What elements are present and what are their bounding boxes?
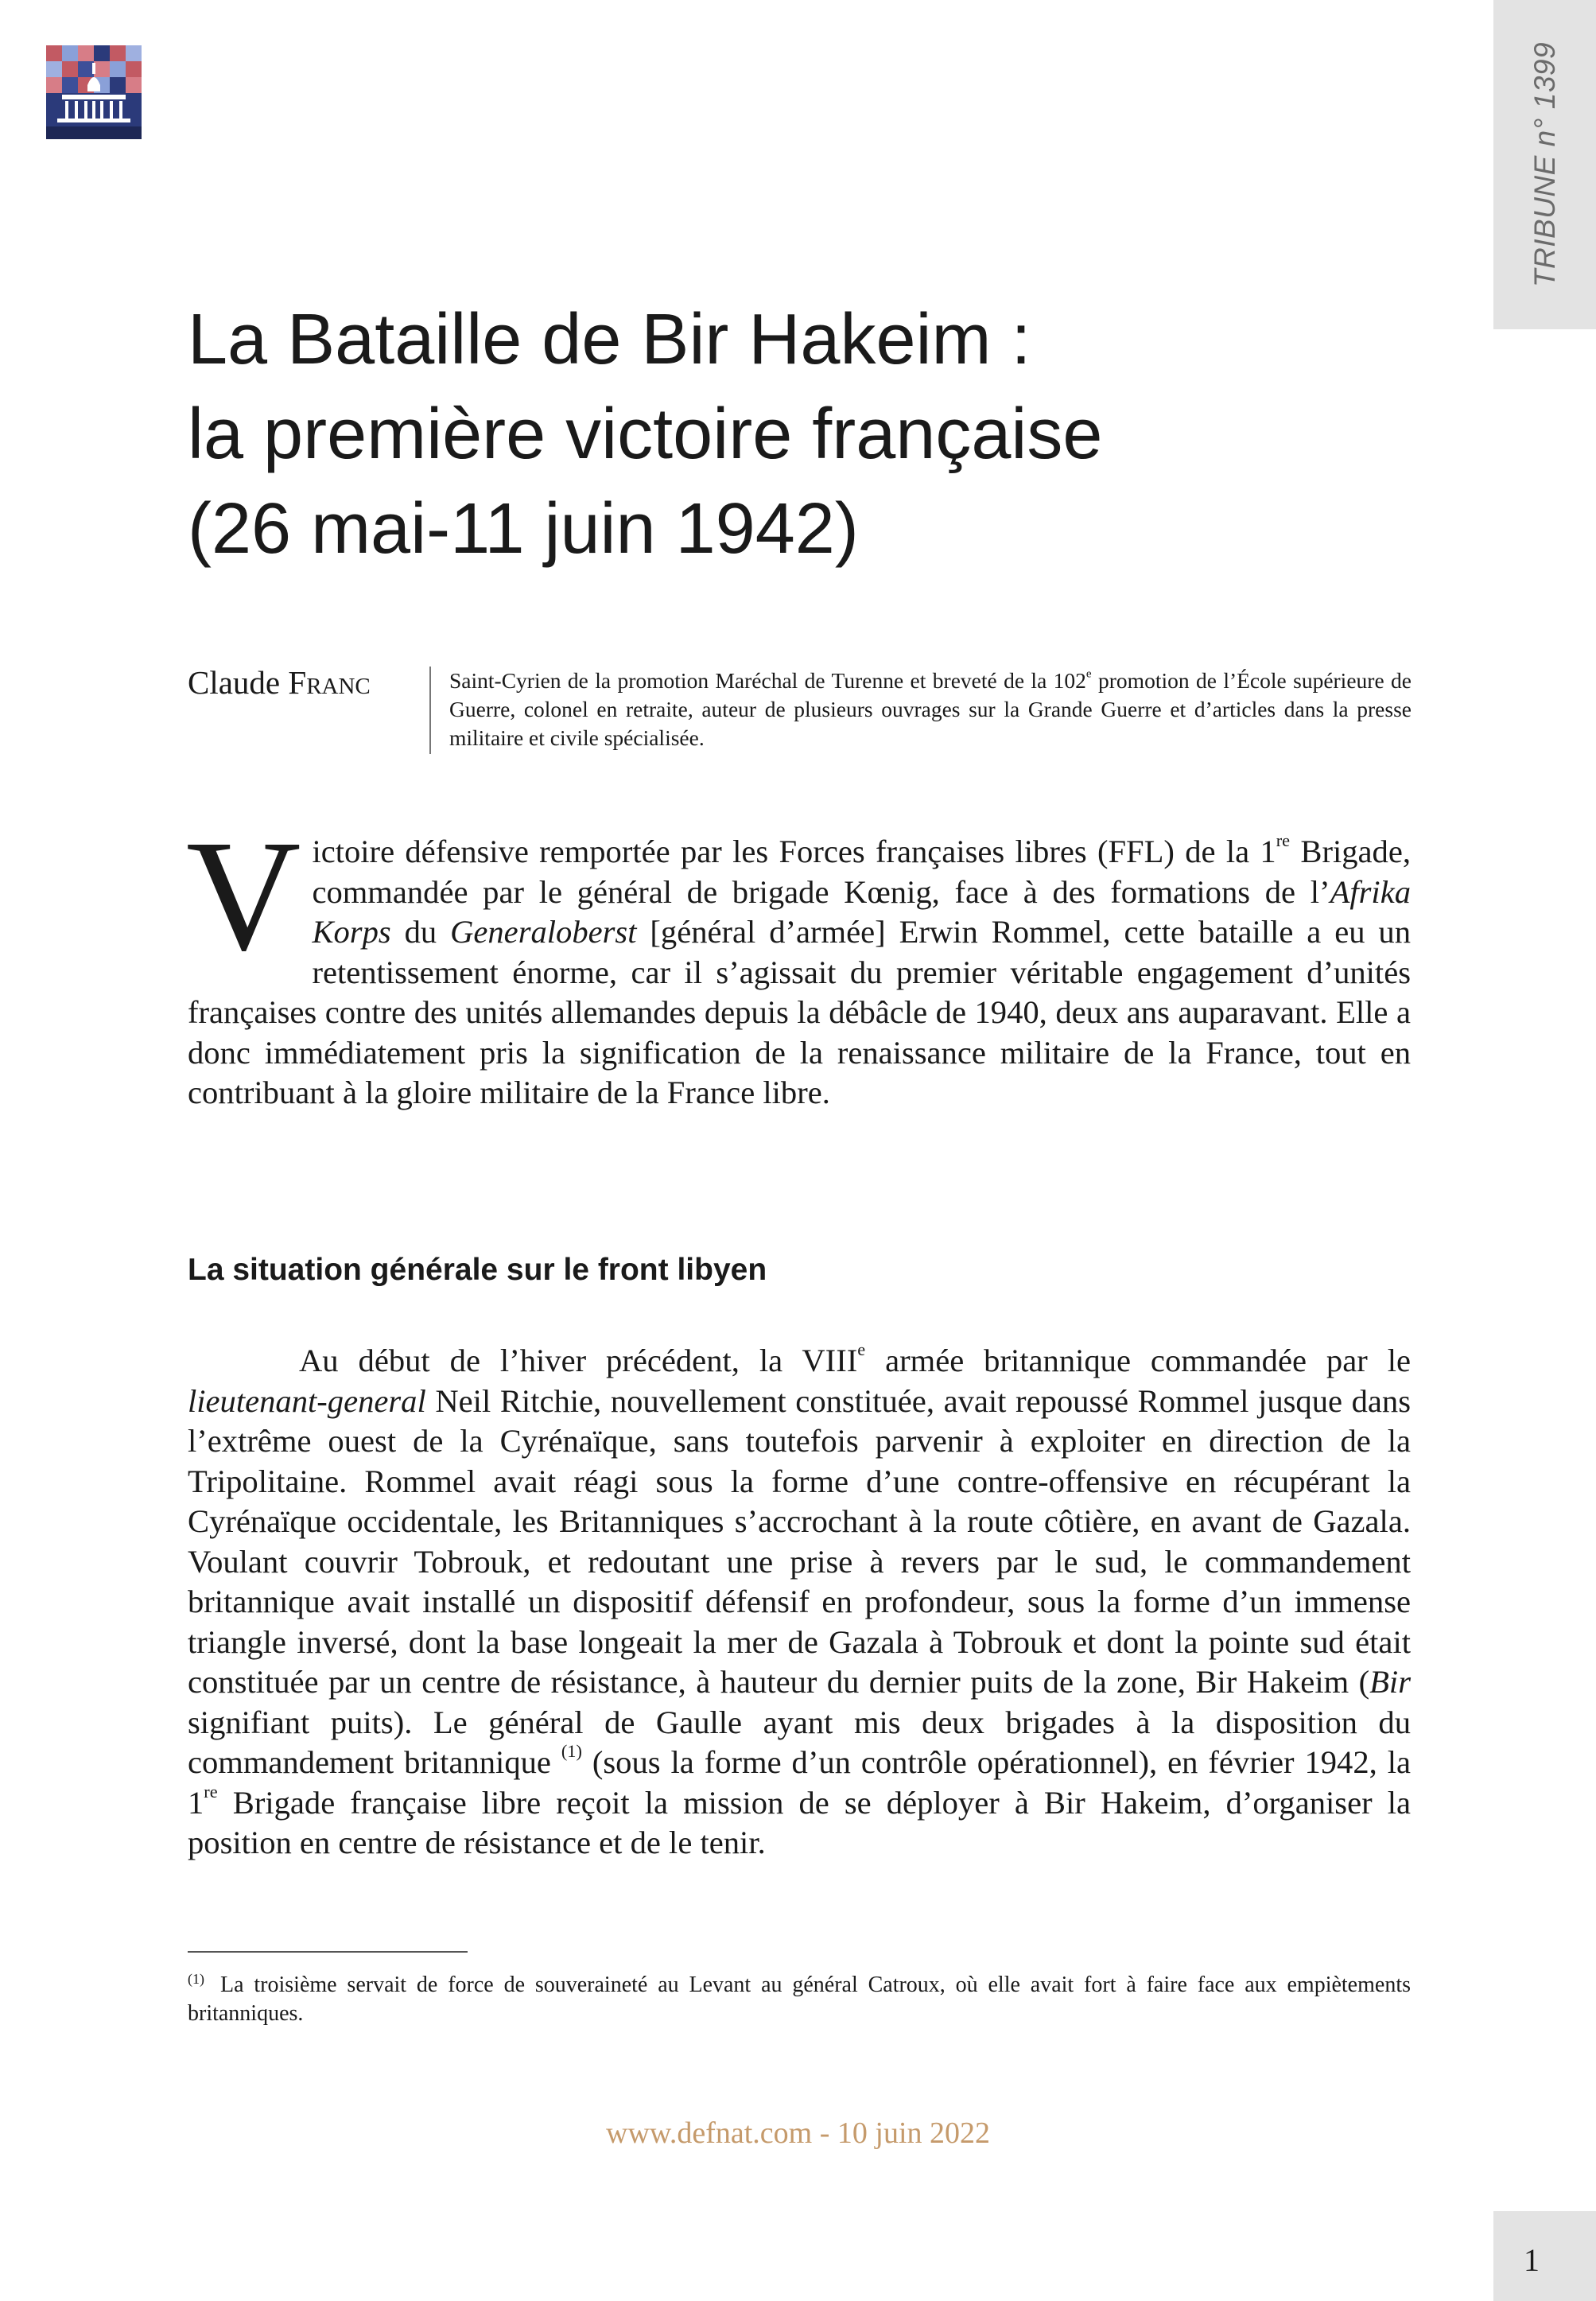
- footnote-divider: [188, 1951, 468, 1953]
- intro-text-4: [général d’armée] Erwin Rommel, cette bataille a eu un retentissement énorme, car il s’agissait du premier véritable engagement d’unités françaises contre des unités allemandes depuis la débâcle de 1940, deux ans auparavant. Elle a donc immédiatement pris la signification de la renaissance militaire de la France, tout en contribuant à la gloire militaire de la France libre.: [188, 914, 1411, 1110]
- para-superscript-1: e: [857, 1339, 866, 1359]
- title-line-2: la première victoire française: [188, 395, 1103, 474]
- body-paragraph: [188, 1341, 1411, 1864]
- para-text-5: (sous la forme d’un contrôle opérationnel), en février 1942, la 1: [188, 1744, 1411, 1821]
- author-last-name: Franc: [288, 664, 371, 701]
- bio-text-2: promotion de l’École supérieure de Guerre, colonel en retraite, auteur de plusieurs ouvrages sur la Grande Guerre et d’articles dans la presse militaire et civile spécialisée.: [449, 668, 1412, 750]
- bio-divider: [429, 667, 431, 754]
- intro-text-2: Brigade, commandée par le général de brigade Kœnig, face à des formations de l’: [312, 834, 1411, 910]
- para-italic-1: lieutenant-general: [188, 1382, 426, 1419]
- author-name: [188, 663, 371, 702]
- author-bio: [449, 667, 1412, 752]
- page-number: 1: [1524, 2242, 1540, 2278]
- section-heading: La situation générale sur le front libyen: [188, 1253, 767, 1287]
- para-text-6: Brigade française libre reçoit la mission de se déployer à Bir Hakeim, d’organiser la position en centre de résistance et de le tenir.: [188, 1784, 1411, 1860]
- bio-text-1: Saint-Cyrien de la promotion Maréchal de Turenne et breveté de la 102: [449, 668, 1086, 693]
- footer-link[interactable]: www.defnat.com - 10 juin 2022: [606, 2116, 990, 2150]
- para-text-2: armée britannique commandée par le: [865, 1343, 1411, 1378]
- para-text-1: Au début de l’hiver précédent, la VIII: [299, 1343, 858, 1378]
- tribune-tab: [1493, 0, 1596, 329]
- para-italic-2: Bir: [1369, 1664, 1411, 1700]
- article-title: [188, 293, 1428, 577]
- page-number-tab: [1493, 2211, 1596, 2301]
- logo: [46, 45, 142, 139]
- footnote: [188, 1965, 1411, 2028]
- intro-text-1: ictoire défensive remportée par les Forces françaises libres (FFL) de la 1: [312, 834, 1276, 869]
- footnote-mark: (1): [188, 1971, 204, 1987]
- intro-italic-1: Afrika Korps: [312, 873, 1411, 950]
- drop-cap: V: [186, 808, 301, 984]
- author-first-name: Claude: [188, 664, 281, 701]
- bio-superscript: e: [1085, 667, 1092, 681]
- footnote-ref[interactable]: (1): [561, 1740, 582, 1761]
- title-line-1: La Bataille de Bir Hakeim :: [188, 300, 1031, 379]
- para-text-4: signifiant puits). Le général de Gaulle ayant mis deux brigades à la disposition du commandement britannique: [188, 1704, 1411, 1780]
- invalides-logo-icon: [46, 45, 142, 139]
- para-superscript-2: re: [204, 1781, 218, 1802]
- title-line-3: (26 mai-11 juin 1942): [188, 489, 859, 569]
- intro-italic-2: Generaloberst: [450, 914, 637, 950]
- para-text-3: Neil Ritchie, nouvellement constituée, avait repoussé Rommel jusque dans l’extrême ouest de la Cyrénaïque, sans toutefois parvenir à exploiter en direction de la Tripolitaine. Rommel avait réagi sous la forme d’une contre-offensive en récupérant la Cyrénaïque occidentale, les Britanniques s’accrochant à la route côtière, en avant de Gazala. Voulant couvrir Tobrouk, et redoutant une prise à revers par le sud, le commandement britannique avait installé un dispositif défensif en profondeur, sous la forme d’un immense triangle inversé, dont la base longeait la mer de Gazala à Tobrouk et dont la pointe sud était constituée par un centre de résistance, à hauteur du dernier puits de la zone, Bir Hakeim (: [188, 1382, 1411, 1700]
- intro-text-3: du: [390, 914, 451, 950]
- tribune-label: TRIBUNE n° 1399: [1528, 41, 1561, 288]
- intro-superscript: re: [1276, 830, 1291, 850]
- footnote-text: La troisième servait de force de souveraineté au Levant au général Catroux, où elle avait fort à faire face aux empiètements britanniques.: [188, 1973, 1411, 2026]
- intro-paragraph: [186, 808, 1411, 1114]
